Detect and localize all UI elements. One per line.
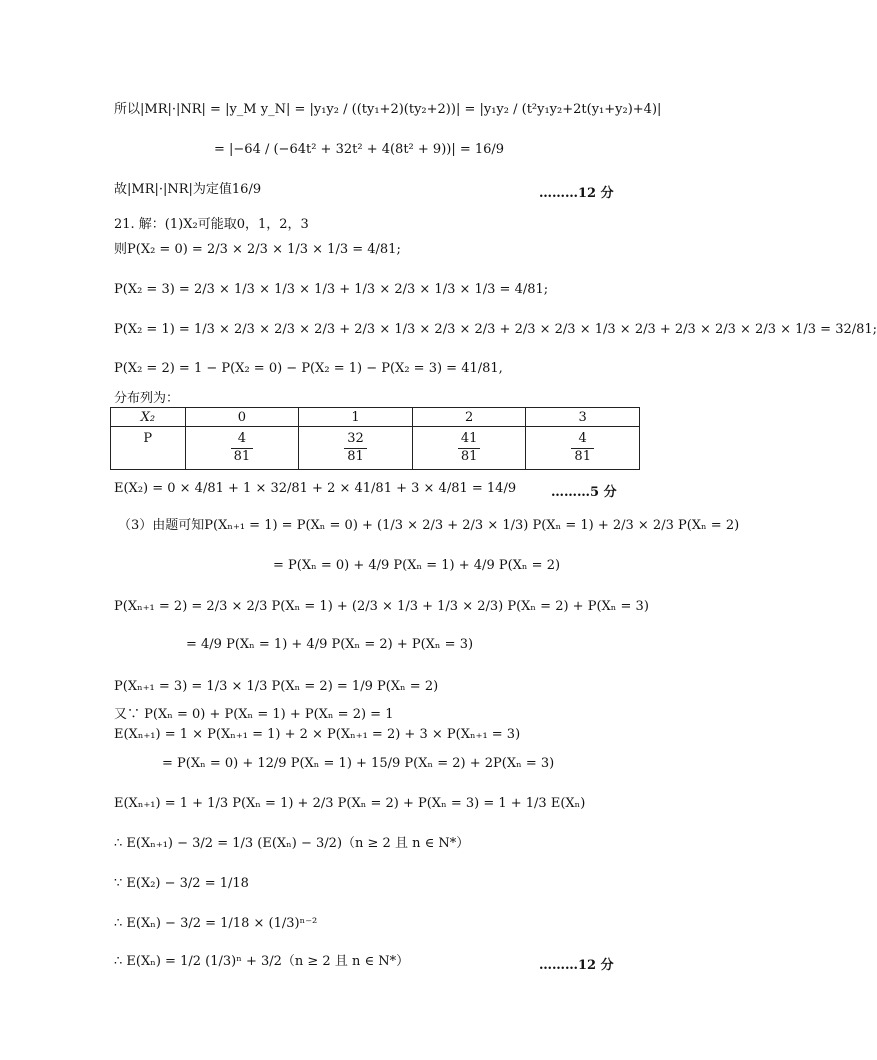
table-header-cell: 0: [185, 408, 299, 427]
line-p-n1-2-simplified: = 4/9 P(Xₙ = 1) + 4/9 P(Xₙ = 2) + P(Xₙ = 3): [186, 637, 474, 652]
table-cell: [185, 427, 299, 470]
numerator: 41: [458, 431, 481, 448]
distribution-table: [110, 407, 640, 470]
line-sum-probabilities: 又∵ P(Xₙ = 0) + P(Xₙ = 1) + P(Xₙ = 2) = 1: [114, 707, 394, 722]
row-label-text: P: [143, 430, 153, 446]
table-header-cell: X₂: [111, 408, 186, 427]
line-part3-p-n1-1: （3）由题可知P(Xₙ₊₁ = 1) = P(Xₙ = 0) + (1/3 × 2/3 + 2/3 × 1/3) P(Xₙ = 1) + 2/3 × 2/3 P(Xₙ = 2): [118, 518, 740, 533]
problem-21-heading: 21. 解：(1)X₂可能取0，1，2，3: [114, 217, 309, 232]
distribution-label: 分布列为：: [114, 391, 180, 406]
fraction: [231, 431, 254, 465]
line-initial-value: ∵ E(X₂) − 3/2 = 1/18: [114, 876, 249, 891]
fraction: [344, 431, 367, 465]
score-mark-12-b: ………12 分: [539, 958, 614, 973]
line-recurrence-shifted: ∴ E(Xₙ₊₁) − 3/2 = 1/3 (E(Xₙ) − 3/2)（n ≥ 2 且 n ∈ N*）: [114, 836, 470, 851]
line-p-x2-2: P(X₂ = 2) = 1 − P(X₂ = 0) − P(X₂ = 1) − P(X₂ = 3) = 41/81,: [114, 361, 503, 376]
denominator: 81: [347, 448, 364, 464]
line-part3-p-n1-1-simplified: = P(Xₙ = 0) + 4/9 P(Xₙ = 1) + 4/9 P(Xₙ = 2): [273, 558, 561, 573]
table-cell: [299, 427, 413, 470]
table-header-cell: 3: [526, 408, 640, 427]
score-mark-12-a: ………12 分: [539, 186, 614, 201]
table-header-row: [111, 408, 640, 427]
fraction: [458, 431, 481, 465]
table-row-label: [111, 427, 186, 470]
denominator: 81: [574, 448, 591, 464]
line-expectation-recurrence: E(Xₙ₊₁) = 1 + 1/3 P(Xₙ = 1) + 2/3 P(Xₙ = 2) + P(Xₙ = 3) = 1 + 1/3 E(Xₙ): [114, 796, 586, 811]
line-constant-value-calc: = |−64 / (−64t² + 32t² + 4(8t² + 9))| = 16/9: [214, 142, 505, 157]
numerator: 32: [344, 431, 367, 448]
table-cell: [412, 427, 526, 470]
line-geometric-form: ∴ E(Xₙ) − 3/2 = 1/18 × (1/3)ⁿ⁻²: [114, 916, 318, 931]
line-p-x2-0: 则P(X₂ = 0) = 2/3 × 2/3 × 1/3 × 1/3 = 4/81;: [114, 242, 401, 257]
score-mark-5: ………5 分: [551, 485, 617, 500]
line-expectation-n1-expanded: = P(Xₙ = 0) + 12/9 P(Xₙ = 1) + 15/9 P(Xₙ = 2) + 2P(Xₙ = 3): [162, 756, 555, 771]
line-p-x2-1: P(X₂ = 1) = 1/3 × 2/3 × 2/3 × 2/3 + 2/3 × 1/3 × 2/3 × 2/3 + 2/3 × 2/3 × 1/3 × 2/3 + 2/3 × 2/3 × 2/3 × 1/3 = 32/81;: [114, 322, 877, 337]
line-expectation-x2: E(X₂) = 0 × 4/81 + 1 × 32/81 + 2 × 41/81 + 3 × 4/81 = 14/9: [114, 481, 517, 496]
line-constant-conclusion: 故|MR|·|NR|为定值16/9: [114, 182, 262, 197]
line-final-expectation: ∴ E(Xₙ) = 1/2 (1/3)ⁿ + 3/2（n ≥ 2 且 n ∈ N*）: [114, 954, 410, 969]
numerator: 4: [571, 431, 594, 448]
table-row: [111, 427, 640, 470]
line-mr-nr-product: 所以|MR|·|NR| = |y_M y_N| = |y₁y₂ / ((ty₁+2)(ty₂+2))| = |y₁y₂ / (t²y₁y₂+2t(y₁+y₂)+4)|: [114, 102, 662, 117]
line-p-n1-2: P(Xₙ₊₁ = 2) = 2/3 × 2/3 P(Xₙ = 1) + (2/3 × 1/3 + 1/3 × 2/3) P(Xₙ = 2) + P(Xₙ = 3): [114, 599, 649, 614]
line-p-x2-3: P(X₂ = 3) = 2/3 × 1/3 × 1/3 × 1/3 + 1/3 × 2/3 × 1/3 × 1/3 = 4/81;: [114, 282, 549, 297]
table-header-cell: 1: [299, 408, 413, 427]
denominator: 81: [233, 448, 251, 464]
denominator: 81: [460, 448, 478, 464]
table-cell: [526, 427, 640, 470]
numerator: 4: [231, 431, 254, 448]
table-header-cell: 2: [412, 408, 526, 427]
fraction: [571, 431, 594, 465]
line-p-n1-3: P(Xₙ₊₁ = 3) = 1/3 × 1/3 P(Xₙ = 2) = 1/9 P(Xₙ = 2): [114, 679, 439, 694]
line-expectation-n1: E(Xₙ₊₁) = 1 × P(Xₙ₊₁ = 1) + 2 × P(Xₙ₊₁ = 2) + 3 × P(Xₙ₊₁ = 3): [114, 727, 521, 742]
